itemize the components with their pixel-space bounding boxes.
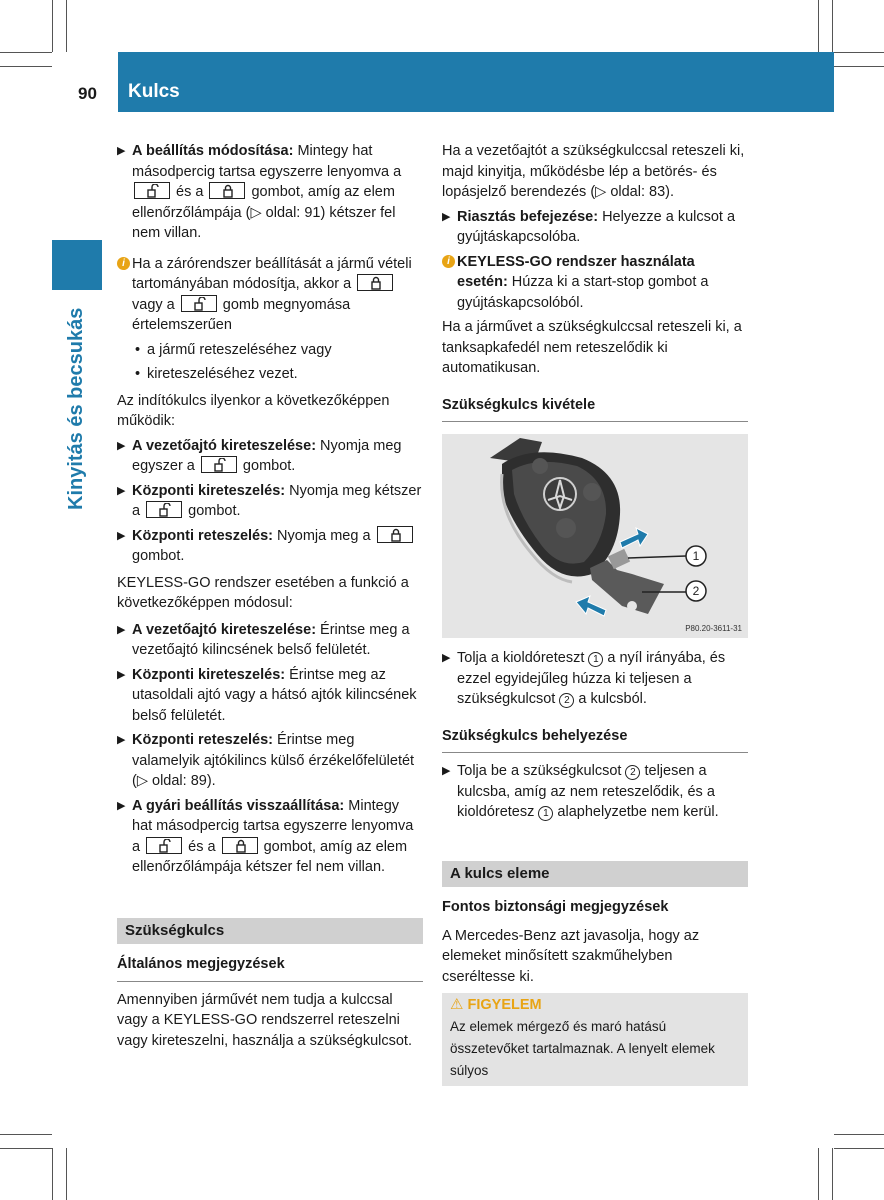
callout-ref-2: 2	[559, 693, 574, 708]
warning-text: Az elemek mérgező és maró hatású összetevőket tartalmaznak. A lenyelt elemek súlyos	[450, 1018, 715, 1078]
arrow-icon: ▶	[442, 652, 451, 664]
item-text: Érintse meg a vezetőajtó kilincsének belső felületét.	[132, 621, 410, 658]
arrow-icon: ▶	[117, 734, 126, 746]
crop-mark	[52, 1148, 53, 1200]
arrow-icon: ▶	[117, 799, 126, 812]
crop-mark	[52, 0, 53, 52]
list-item: • kireteszeléséhez vezet.	[135, 366, 298, 382]
paragraph: Amennyiben járművét nem tudja a kulccsal vagy a KEYLESS-GO rendszerrel reteszelni vagy kireteszelni, használja a szükségkulcsot.	[117, 991, 412, 1049]
crop-mark	[832, 1148, 833, 1200]
left-column	[117, 141, 423, 1051]
arrow-icon: ▶	[117, 529, 126, 542]
item-text: Mintegy hat másodpercig tartsa egyszerre lenyomva a	[132, 797, 414, 855]
lock-button-icon	[377, 526, 413, 543]
arrow-icon: ▶	[117, 623, 126, 636]
subheading: Szükségkulcs kivétele	[442, 395, 748, 423]
item-text: gombot.	[238, 458, 296, 474]
item-label: Központi reteszelés:	[132, 527, 273, 544]
item-text: alaphelyzetbe nem kerül.	[553, 804, 719, 820]
item-text: Nyomja meg a	[273, 527, 371, 544]
instruction-item	[117, 436, 423, 477]
crop-mark	[0, 1148, 52, 1149]
warning-box	[442, 993, 748, 1086]
paragraph: A Mercedes-Benz azt javasolja, hogy az elemeket minősített szakműhelyben cseréltesse ki.	[442, 927, 700, 985]
item-text: Érintse meg az utasoldali ajtó vagy a hátsó ajtók kilincsének belső felületét.	[132, 666, 417, 724]
instruction-item	[442, 761, 748, 823]
item-text: és a	[184, 838, 216, 855]
crop-mark	[834, 1134, 884, 1135]
crop-mark	[0, 66, 52, 67]
instruction-item	[117, 526, 423, 567]
item-text: gombot.	[132, 548, 185, 564]
info-text: Húzza ki a start-stop gombot a gyújtáskapcsolóból.	[457, 274, 709, 311]
item-text: Nyomja meg egyszer a	[132, 437, 402, 474]
crop-mark	[832, 0, 833, 52]
info-text: Ha a zárórendszer beállítását a jármű vételi tartományában módosítja, akkor a	[132, 255, 412, 292]
item-text: gombot.	[184, 503, 241, 519]
page-number: 90	[78, 84, 97, 103]
info-icon: i	[442, 255, 455, 268]
crop-mark	[834, 66, 884, 67]
callout-ref-2: 2	[625, 765, 640, 780]
item-text: Tolja a kioldóreteszt	[457, 650, 585, 666]
arrow-icon: ▶	[117, 145, 126, 157]
item-text: gombot, amíg az elem ellenőrzőlámpája (▷ oldal: 91) kétszer fel nem villan.	[132, 184, 396, 241]
list-item-text: kireteszeléséhez vezet.	[147, 366, 298, 382]
unlock-button-icon	[146, 501, 182, 518]
item-text: gombot, amíg az elem ellenőrzőlámpája kétszer fel nem villan.	[132, 838, 408, 875]
warning-header	[450, 995, 740, 1016]
subheading: Szükségkulcs behelyezése	[442, 726, 748, 754]
crop-mark	[834, 1148, 884, 1149]
crop-mark	[818, 0, 819, 52]
instruction-item	[117, 665, 423, 727]
item-text: teljesen a kulcsba, amíg az nem reteszelődik, és a kioldóretesz	[457, 763, 715, 820]
arrow-icon: ▶	[117, 668, 126, 681]
item-label: A vezetőajtó kireteszelése:	[132, 437, 317, 454]
lock-button-icon	[209, 182, 245, 199]
item-label: Központi kireteszelés:	[132, 482, 286, 499]
callout-ref-1: 1	[588, 652, 603, 667]
info-note	[442, 252, 748, 314]
section-title: Szükségkulcs	[117, 918, 423, 945]
crop-mark	[0, 52, 52, 53]
callout-2: 2	[692, 584, 700, 598]
item-text: Érintse meg valamelyik ajtókilincs külső érzékelőfelületét (▷ oldal: 89).	[132, 732, 415, 789]
lock-button-icon	[357, 274, 393, 291]
emergency-key-drawing	[442, 434, 748, 638]
crop-mark	[66, 0, 67, 52]
paragraph: KEYLESS-GO rendszer esetében a funkció a következőképpen módosul:	[117, 574, 409, 611]
item-text: Mintegy hat másodpercig tartsa egyszerre lenyomva a	[132, 143, 402, 180]
item-label: Központi reteszelés:	[132, 732, 273, 748]
instruction-item	[117, 796, 423, 878]
item-text: Tolja be a szükségkulcsot	[457, 763, 622, 779]
item-text: a kulcsból.	[574, 691, 647, 707]
lock-button-icon	[222, 837, 258, 854]
info-label: KEYLESS-GO rendszer használata esetén:	[457, 253, 695, 290]
paragraph: Az indítókulcs ilyenkor a következőképpen működik:	[117, 392, 390, 429]
info-text: gomb megnyomása értelemszerűen	[132, 296, 351, 333]
instruction-item	[442, 207, 748, 248]
instruction-item	[117, 141, 423, 244]
arrow-icon: ▶	[442, 765, 451, 777]
instruction-item	[117, 730, 423, 792]
list-item: • a jármű reteszeléséhez vagy	[135, 341, 332, 358]
subheading: Általános megjegyzések	[117, 954, 423, 982]
item-label: Központi kireteszelés:	[132, 666, 286, 683]
callout-1: 1	[692, 549, 700, 563]
arrow-icon: ▶	[442, 210, 451, 223]
info-text: vagy a	[132, 296, 175, 313]
warning-title: FIGYELEM	[467, 997, 542, 1013]
item-label: A gyári beállítás visszaállítása:	[132, 797, 345, 814]
callout-ref-1: 1	[538, 806, 553, 821]
crop-mark	[834, 52, 884, 53]
crop-mark	[66, 1148, 67, 1200]
info-icon: i	[117, 257, 130, 270]
paragraph: Ha a vezetőajtót a szükségkulccsal reteszeli ki, majd kinyitja, működésbe lép a betörés- és lopásjelző berendezés (▷ oldal: 83).	[442, 143, 745, 200]
figure-code: P80.20-3611-31	[685, 624, 742, 633]
subheading: Fontos biztonsági megjegyzések	[442, 899, 669, 915]
item-label: A beállítás módosítása:	[132, 143, 294, 159]
list-item-text: a jármű reteszeléséhez vagy	[147, 341, 332, 358]
item-text: Helyezze a kulcsot a gyújtáskapcsolóba.	[457, 208, 736, 245]
instruction-item	[117, 481, 423, 522]
crop-mark	[0, 1134, 52, 1135]
instruction-item	[442, 648, 748, 710]
arrow-icon: ▶	[117, 484, 126, 497]
side-tab-text: Kinyitás és becsukás	[65, 307, 87, 510]
item-text: és a	[172, 184, 204, 200]
item-label: Riasztás befejezése:	[457, 208, 599, 225]
key-illustration	[442, 434, 748, 638]
unlock-button-icon	[201, 456, 237, 473]
crop-mark	[818, 1148, 819, 1200]
arrow-icon: ▶	[117, 439, 126, 452]
item-text: Nyomja meg kétszer a	[132, 482, 422, 519]
header-bar	[118, 52, 834, 112]
side-tab-block	[52, 240, 102, 290]
info-note	[117, 254, 423, 336]
right-column	[442, 141, 748, 1086]
item-label: A vezetőajtó kireteszelése:	[132, 621, 317, 638]
warning-triangle-icon: ⚠	[450, 996, 464, 1013]
paragraph: Ha a járművet a szükségkulccsal reteszeli ki, a tanksapkafedél nem reteszelődik ki automatikusan.	[442, 319, 742, 376]
instruction-item	[117, 620, 423, 661]
item-text: a nyíl irányába, és ezzel egyidejűleg húzza ki teljesen a szükségkulcsot	[457, 650, 726, 707]
chapter-title: Kulcs	[128, 81, 180, 102]
unlock-button-icon	[146, 837, 182, 854]
unlock-button-icon	[181, 295, 217, 312]
section-title: A kulcs eleme	[442, 861, 748, 888]
unlock-button-icon	[134, 182, 170, 199]
